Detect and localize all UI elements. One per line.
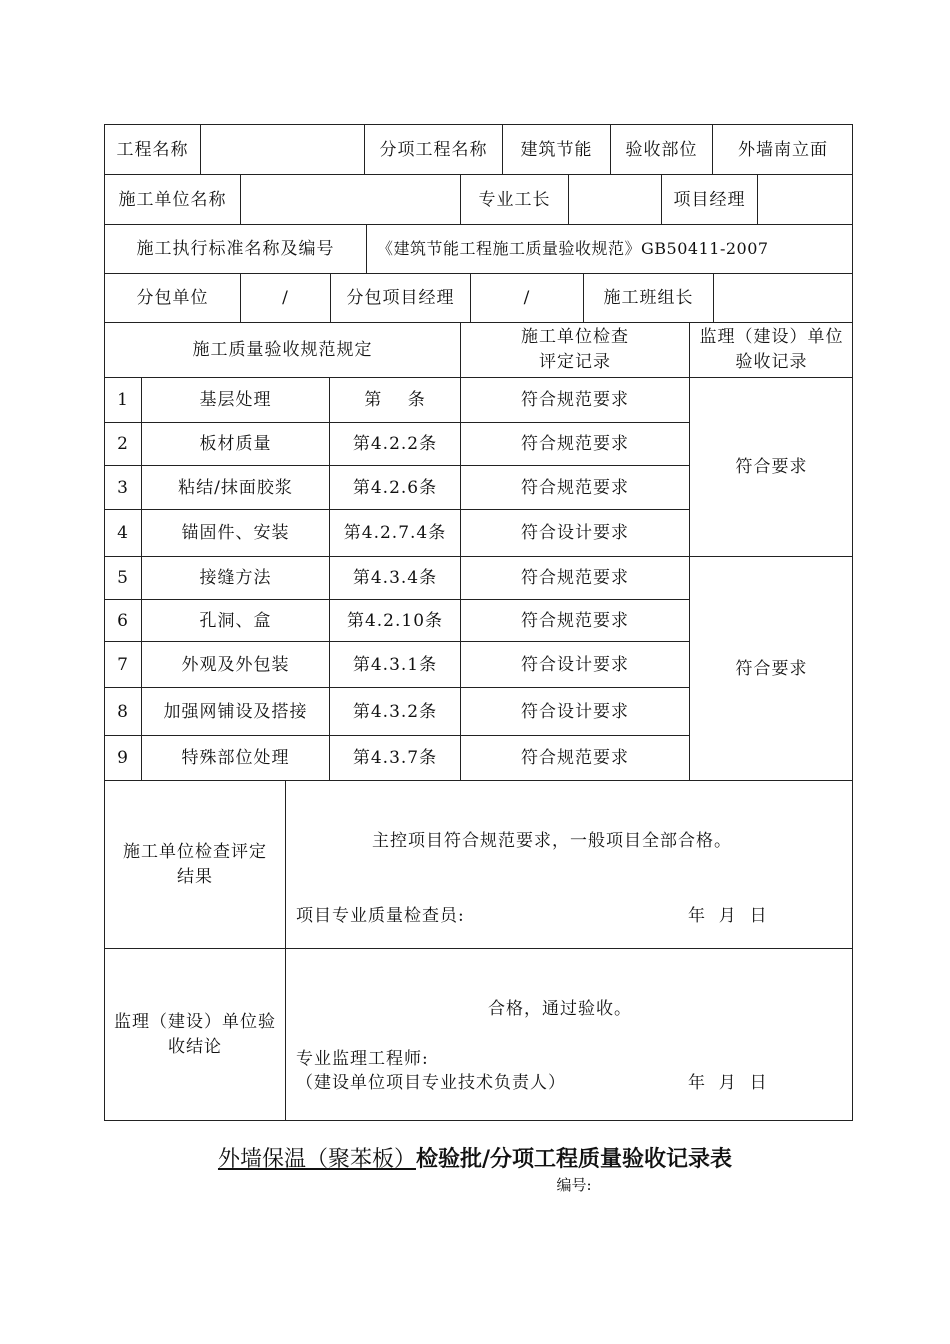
contractor-check-header: 施工单位检查 评定记录 [460, 322, 689, 377]
location-value: 外墙南立面 [712, 124, 853, 174]
item-name: 板材质量 [141, 422, 329, 465]
subproject-label: 分项工程名称 [364, 124, 502, 174]
item-name: 接缝方法 [141, 556, 329, 599]
project-name-label: 工程名称 [104, 124, 200, 174]
item-result: 符合规范要求 [460, 377, 689, 422]
contractor-label: 施工单位名称 [104, 174, 240, 224]
item-clause: 第4.3.4条 [329, 556, 460, 599]
contractor-result-text: 主控项目符合规范要求，一般项目全部合格。 [372, 831, 732, 851]
item-result: 符合规范要求 [460, 422, 689, 465]
spec-header: 施工质量验收规范规定 [104, 322, 460, 377]
item-clause: 第4.3.1条 [329, 641, 460, 687]
contractor-value[interactable] [240, 174, 460, 224]
item-name: 锚固件、安装 [141, 509, 329, 556]
title-main: 检验批/分项工程质量验收记录表 [415, 1146, 733, 1172]
owner-rep-label: （建设单位项目专业技术负责人） [296, 1073, 566, 1093]
manager-label: 项目经理 [661, 174, 757, 224]
sub-manager-label: 分包项目经理 [330, 273, 470, 322]
item-clause: 第4.3.2条 [329, 687, 460, 735]
contractor-date: 年 月 日 [688, 906, 768, 926]
supervisor-result-label: 监理（建设）单位验 收结论 [104, 948, 285, 1121]
subcontractor-label: 分包单位 [104, 273, 240, 322]
supervisor-group-2: 符合要求 [689, 556, 853, 780]
subcontractor-value: / [240, 273, 330, 322]
item-name: 加强网铺设及搭接 [141, 687, 329, 735]
subproject-value: 建筑节能 [502, 124, 610, 174]
item-no: 8 [104, 687, 141, 735]
item-name: 孔洞、盒 [141, 599, 329, 641]
form-title [0, 1142, 950, 1173]
contractor-result-label: 施工单位检查评定 结果 [104, 780, 285, 948]
item-no: 2 [104, 422, 141, 465]
item-no: 5 [104, 556, 141, 599]
team-leader-value[interactable] [713, 273, 853, 322]
item-name: 基层处理 [141, 377, 329, 422]
number-label: 编号: [556, 1176, 592, 1194]
item-clause: 第4.2.7.4条 [329, 509, 460, 556]
item-no: 3 [104, 465, 141, 509]
standard-value: 《建筑节能工程施工质量验收规范》GB50411-2007 [366, 224, 853, 273]
item-no: 9 [104, 735, 141, 780]
supervisor-result-text: 合格，通过验收。 [488, 999, 632, 1019]
item-clause: 第4.2.2条 [329, 422, 460, 465]
item-name: 外观及外包装 [141, 641, 329, 687]
quality-inspector-label: 项目专业质量检查员: [296, 906, 465, 926]
team-leader-label: 施工班组长 [583, 273, 713, 322]
manager-value[interactable] [757, 174, 853, 224]
item-result: 符合设计要求 [460, 687, 689, 735]
supervisor-date: 年 月 日 [688, 1073, 768, 1093]
item-no: 4 [104, 509, 141, 556]
item-result: 符合规范要求 [460, 556, 689, 599]
item-result: 符合设计要求 [460, 509, 689, 556]
supervisor-result-cell [285, 948, 853, 1121]
item-result: 符合规范要求 [460, 599, 689, 641]
location-label: 验收部位 [610, 124, 712, 174]
project-name-value[interactable] [200, 124, 364, 174]
title-subject: 外墙保温（聚苯板） [217, 1147, 416, 1172]
item-clause: 第4.3.7条 [329, 735, 460, 780]
item-clause: 第4.2.10条 [329, 599, 460, 641]
item-no: 1 [104, 377, 141, 422]
foreman-value[interactable] [568, 174, 661, 224]
item-name: 粘结/抹面胶浆 [141, 465, 329, 509]
standard-label: 施工执行标准名称及编号 [104, 224, 366, 273]
supervisor-check-header: 监理（建设）单位 验收记录 [689, 322, 853, 377]
supervisor-group-1: 符合要求 [689, 377, 853, 556]
item-no: 7 [104, 641, 141, 687]
foreman-label: 专业工长 [460, 174, 568, 224]
sub-manager-value: / [470, 273, 583, 322]
item-result: 符合设计要求 [460, 641, 689, 687]
item-name: 特殊部位处理 [141, 735, 329, 780]
item-result: 符合规范要求 [460, 735, 689, 780]
item-clause: 第 条 [329, 377, 460, 422]
supervisor-engineer-label: 专业监理工程师: [296, 1049, 429, 1069]
item-no: 6 [104, 599, 141, 641]
item-result: 符合规范要求 [460, 465, 689, 509]
item-clause: 第4.2.6条 [329, 465, 460, 509]
